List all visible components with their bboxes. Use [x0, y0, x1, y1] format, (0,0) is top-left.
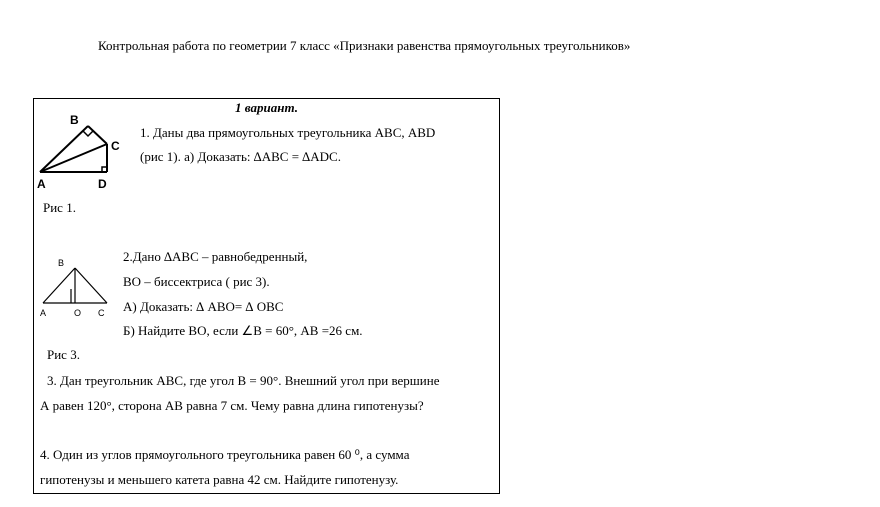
task-4-line-1: 4. Один из углов прямоугольного треугольника равен 60 ⁰, а сумма	[40, 447, 410, 462]
fig1-segment-ab	[40, 126, 88, 172]
task-1-line-1: 1. Даны два прямоугольных треугольника АВС, АВD	[140, 125, 436, 140]
figure-3-caption: Рис 3.	[47, 347, 80, 362]
fig3-label-a: A	[40, 308, 47, 318]
task-2-line-1: 2.Дано ∆АВС – равнобедренный,	[123, 249, 308, 264]
fig3-segment-ab	[43, 268, 75, 303]
document-title: Контрольная работа по геометрии 7 класс «Признаки равенства прямоугольных треугольников»	[98, 38, 631, 53]
figure-3-diagram	[39, 255, 119, 319]
fig1-label-b: B	[70, 113, 79, 127]
task-3-line-2: А равен 120°, сторона АВ равна 7 см. Чему равна длина гипотенузы?	[40, 398, 424, 413]
fig3-label-c: C	[98, 308, 105, 318]
fig1-label-d: D	[98, 177, 107, 191]
task-2-line-3: А) Доказать: ∆ АВО= ∆ ОВС	[123, 299, 284, 314]
task-2-line-4: Б) Найдите ВО, если ∠В = 60°, АВ =26 см.	[123, 323, 363, 338]
task-3-line-1: 3. Дан треугольник АВС, где угол В = 90°. Внешний угол при вершине	[47, 373, 440, 388]
variant-heading: 1 вариант.	[235, 100, 298, 115]
fig1-right-angle-b	[83, 131, 93, 136]
fig3-label-b: B	[58, 258, 65, 268]
figure-1-caption: Рис 1.	[43, 200, 76, 215]
task-2-line-2: ВО – биссектриса ( рис 3).	[123, 274, 270, 289]
task-4-line-2: гипотенузы и меньшего катета равна 42 см. Найдите гипотенузу.	[40, 472, 399, 487]
fig3-label-o: O	[74, 308, 82, 318]
task-1-line-2: (рис 1). а) Доказать: ∆АВС = ∆АDС.	[140, 149, 341, 164]
variant-box	[33, 98, 500, 494]
fig1-label-c: C	[111, 139, 120, 153]
fig3-segment-bc	[75, 268, 107, 303]
fig1-label-a: A	[37, 177, 46, 191]
figure-1-diagram	[36, 109, 126, 194]
fig1-segment-bc	[88, 126, 107, 144]
fig1-segment-ac	[40, 144, 107, 172]
